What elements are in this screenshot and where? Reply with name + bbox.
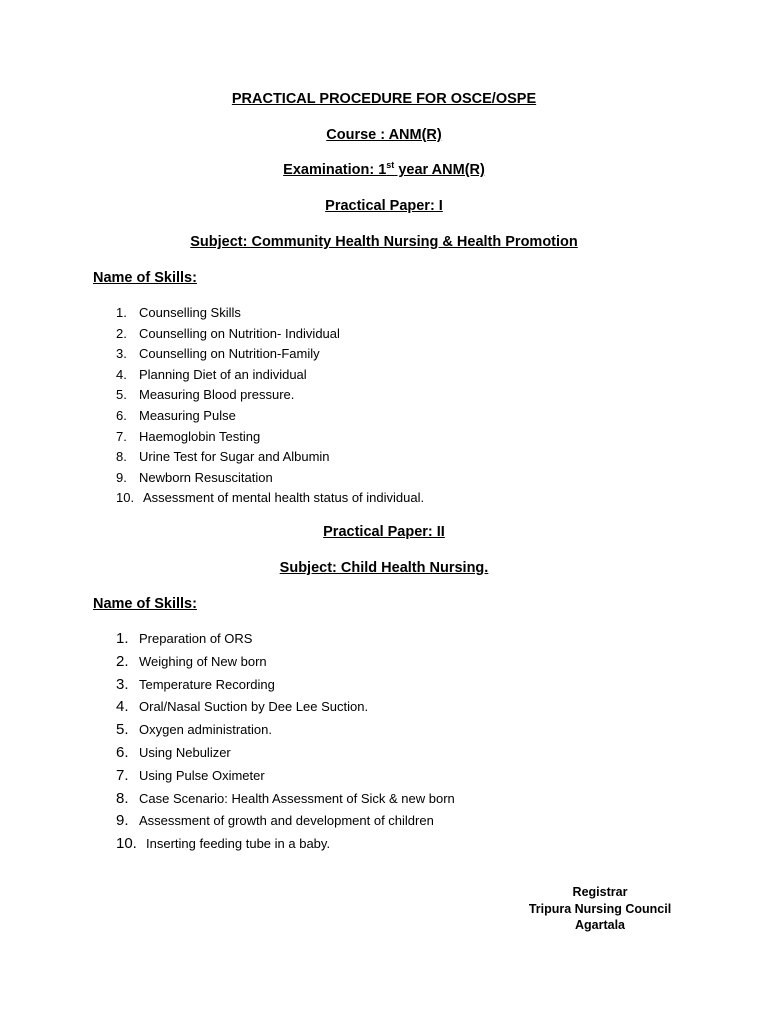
list-item-number: 7. — [116, 766, 129, 784]
list-item-text: Newborn Resuscitation — [139, 469, 273, 485]
signature-block — [500, 884, 700, 934]
signature-council: Tripura Nursing Council — [528, 901, 672, 916]
list-item-number: 4. — [116, 698, 129, 716]
list-item-text: Weighing of New born — [139, 653, 267, 669]
document-title: PRACTICAL PROCEDURE FOR OSCE/OSPE — [231, 91, 537, 107]
list-item-number: 1. — [116, 305, 127, 320]
list-item-number: 1. — [116, 630, 129, 647]
list-item-text: Urine Test for Sugar and Albumin — [139, 449, 330, 465]
examination-suffix: year ANM(R) — [394, 162, 485, 178]
list-item — [116, 385, 424, 406]
list-item — [116, 406, 424, 427]
list-item-number: 6. — [116, 743, 129, 761]
list-item — [116, 788, 455, 811]
list-item-number: 5. — [116, 721, 129, 739]
list-item — [116, 651, 455, 674]
list-item-number: 9. — [116, 469, 127, 485]
list-item-text: Temperature Recording — [139, 676, 275, 692]
examination-superscript: st — [386, 160, 395, 170]
list-item — [116, 719, 455, 742]
list-item-number: 7. — [116, 428, 127, 444]
list-item-text: Using Pulse Oximeter — [139, 767, 265, 783]
signature-city: Agartala — [574, 918, 626, 932]
list-item-number: 4. — [116, 366, 127, 382]
list-item-number: 2. — [116, 325, 127, 341]
course-heading: Course : ANM(R) — [326, 127, 442, 143]
list-item-text: Case Scenario: Health Assessment of Sick & new born — [139, 790, 455, 806]
list-item — [116, 696, 455, 719]
list-item-text: Assessment of growth and development of children — [139, 813, 434, 829]
list-item-text: Assessment of mental health status of individual. — [143, 490, 425, 506]
list-item — [116, 628, 455, 651]
list-item — [116, 324, 424, 345]
list-item-number: 5. — [116, 387, 127, 403]
list-item-text: Using Nebulizer — [139, 744, 231, 760]
list-item — [116, 344, 424, 365]
examination-heading — [0, 161, 768, 179]
list-item-text: Measuring Pulse — [139, 407, 236, 423]
list-item-number: 9. — [116, 812, 129, 830]
list-item — [116, 303, 424, 324]
paper2-subject: Subject: Child Health Nursing. — [279, 560, 489, 576]
paper1-skills-list — [116, 303, 424, 509]
list-item-number: 10. — [116, 835, 137, 853]
list-item-text: Haemoglobin Testing — [139, 428, 261, 444]
list-item — [116, 833, 455, 856]
list-item-number: 8. — [116, 789, 129, 807]
list-item-number: 3. — [116, 346, 127, 362]
list-item — [116, 447, 424, 468]
list-item-number: 2. — [116, 652, 129, 670]
list-item-number: 8. — [116, 449, 127, 465]
list-item — [116, 765, 455, 788]
list-item — [116, 468, 424, 489]
list-item-number: 6. — [116, 407, 127, 423]
paper2-title: Practical Paper: II — [323, 524, 445, 540]
list-item-text: Counselling on Nutrition- Individual — [139, 325, 340, 341]
list-item-text: Counselling Skills — [139, 305, 241, 320]
list-item-text: Oxygen administration. — [139, 722, 272, 738]
list-item — [116, 488, 424, 509]
list-item — [116, 810, 455, 833]
list-item — [116, 742, 455, 765]
paper2-skills-list — [116, 628, 455, 856]
list-item-text: Measuring Blood pressure. — [139, 387, 295, 403]
list-item-number: 10. — [116, 490, 135, 506]
paper1-skills-label: Name of Skills: — [93, 270, 197, 286]
list-item — [116, 365, 424, 386]
paper1-title: Practical Paper: I — [325, 198, 443, 214]
signature-registrar: Registrar — [572, 885, 628, 899]
list-item-text: Oral/Nasal Suction by Dee Lee Suction. — [139, 699, 369, 715]
list-item-text: Preparation of ORS — [139, 631, 253, 646]
list-item — [116, 427, 424, 448]
examination-prefix: Examination: 1 — [283, 162, 387, 178]
paper2-skills-label: Name of Skills: — [93, 596, 197, 612]
list-item-text: Planning Diet of an individual — [139, 366, 307, 382]
list-item — [116, 674, 455, 697]
list-item-text: Inserting feeding tube in a baby. — [146, 836, 331, 852]
list-item-number: 3. — [116, 675, 129, 693]
list-item-text: Counselling on Nutrition-Family — [139, 346, 320, 362]
paper1-subject: Subject: Community Health Nursing & Health Promotion — [190, 234, 578, 250]
